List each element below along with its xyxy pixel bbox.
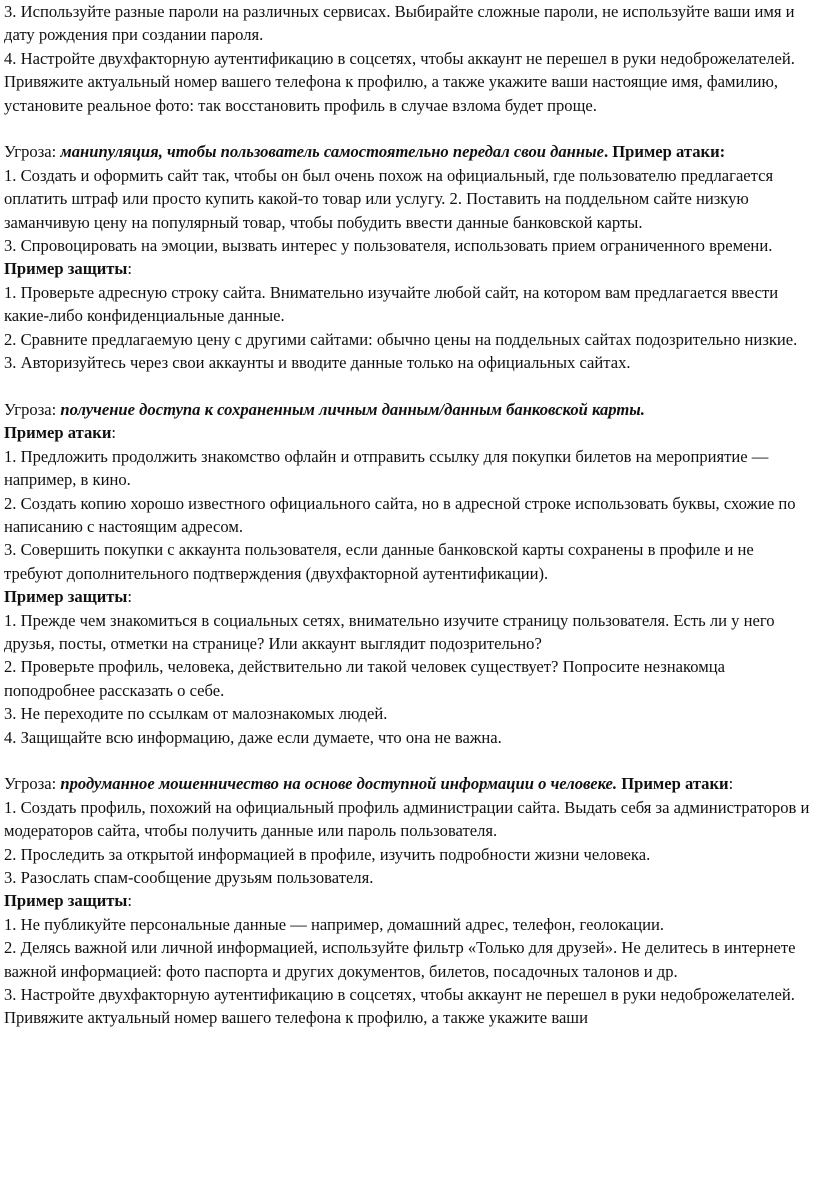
attack-item: 1. Предложить продолжить знакомство офлайн и отправить ссылку для покупки билетов на мероприятие — например, в кино. (4, 446, 769, 490)
attack-item: 1. Создать и оформить сайт так, чтобы он был очень похож на официальный, где пользователю предлагается оплатить штраф или просто купить какой-то товар или услугу. 2. Поставить на поддельном сайте низкую заманчивую цену на популярный товар, чтобы побудить ввести данные банковской карты. (4, 165, 774, 232)
spacer (4, 117, 810, 140)
spacer (4, 749, 810, 772)
threat-heading-3: Угроза: продуманное мошенничество на основе доступной информации о человеке. Пример атаки: (4, 774, 734, 794)
defense-item: 3. Авторизуйтесь через свои аккаунты и вводите данные только на официальных сайтах. (4, 353, 631, 373)
threat-heading-1: Угроза: манипуляция, чтобы пользователь самостоятельно передал свои данные. Пример атаки: (4, 142, 726, 162)
defense-item: 2. Делясь важной или личной информацией, используйте фильтр «Только для друзей». Не делитесь в интернете важной информацией: фото паспорта и других документов, билетов, посадочных талонов и др. (4, 938, 796, 981)
attack-heading-2: Пример атаки: (4, 423, 117, 443)
threat-heading-2: Угроза: получение доступа к сохраненным личным данным/данным банковской карты. (4, 399, 645, 419)
attack-heading-3: Пример атаки (617, 774, 729, 794)
attack-item: 2. Создать копию хорошо известного официального сайта, но в адресной строке использовать буквы, схожие по написанию с настоящим адресом. (4, 493, 796, 536)
defense-item: 4. Защищайте всю информацию, даже если думаете, что она не важна. (4, 727, 502, 747)
intro-item-4: 4. Настройте двухфакторную аутентификацию в соцсетях, чтобы аккаунт не перешел в руки недоброжелателей. Привяжите актуальный номер вашего телефона к профилю, а также укажите ваши настоящие имя, фамилию, установите реальное фото: так восстановить профиль в случае взлома будет проще. (4, 48, 795, 115)
attack-item: 3. Спровоцировать на эмоции, вызвать интерес у пользователя, использовать прием ограниченного времени. (4, 236, 773, 256)
defense-heading-3: Пример защиты: (4, 891, 133, 911)
intro-item-3: 3. Используйте разные пароли на различных сервисах. Выбирайте сложные пароли, не используйте ваши имя и дату рождения при создании пароля. (4, 2, 795, 45)
spacer (4, 374, 810, 397)
attack-item: 2. Проследить за открытой информацией в профиле, изучить подробности жизни человека. (4, 844, 651, 864)
defense-heading-2: Пример защиты: (4, 587, 133, 607)
defense-item: 2. Сравните предлагаемую цену с другими сайтами: обычно цены на поддельных сайтах подозрительно низкие. (4, 329, 798, 349)
defense-item: 1. Не публикуйте персональные данные — например, домашний адрес, телефон, геолокации. (4, 914, 665, 934)
attack-item: 3. Совершить покупки с аккаунта пользователя, если данные банковской карты сохранены в профиле и не требуют дополнительного подтверждения (двухфакторной аутентификации). (4, 540, 754, 583)
threat-title-3: продуманное мошенничество на основе доступной информации о человеке. (60, 774, 618, 794)
attack-item: 3. Разослать спам-сообщение друзьям пользователя. (4, 867, 374, 887)
defense-item: 1. Проверьте адресную строку сайта. Внимательно изучайте любой сайт, на котором вам предлагается ввести какие-либо конфиденциальные данные. (4, 282, 779, 326)
defense-item: 2. Проверьте профиль, человека, действительно ли такой человек существует? Попросите незнакомца поподробнее рассказать о себе. (4, 657, 725, 700)
attack-heading-1: Пример атаки: (612, 142, 726, 162)
defense-item: 3. Не переходите по ссылкам от малознакомых людей. (4, 704, 388, 724)
threat-title-1: манипуляция, чтобы пользователь самостоятельно передал свои данные (60, 142, 604, 162)
defense-item: 1. Прежде чем знакомиться в социальных сетях, внимательно изучите страницу пользователя. Есть ли у него друзья, посты, отметки на странице? Или аккаунт выглядит подозрительно? (4, 610, 775, 653)
attack-item: 1. Создать профиль, похожий на официальный профиль администрации сайта. Выдать себя за администраторов и модераторов сайта, чтобы получить данные или пароль пользователя. (4, 797, 810, 841)
threat-title-2: получение доступа к сохраненным личным данным/данным банковской карты. (60, 399, 645, 419)
defense-item: 3. Настройте двухфакторную аутентификацию в соцсетях, чтобы аккаунт не перешел в руки недоброжелателей. Привяжите актуальный номер вашего телефона к профилю, а также укажите ваши (4, 985, 795, 1028)
defense-heading-1: Пример защиты: (4, 259, 133, 279)
